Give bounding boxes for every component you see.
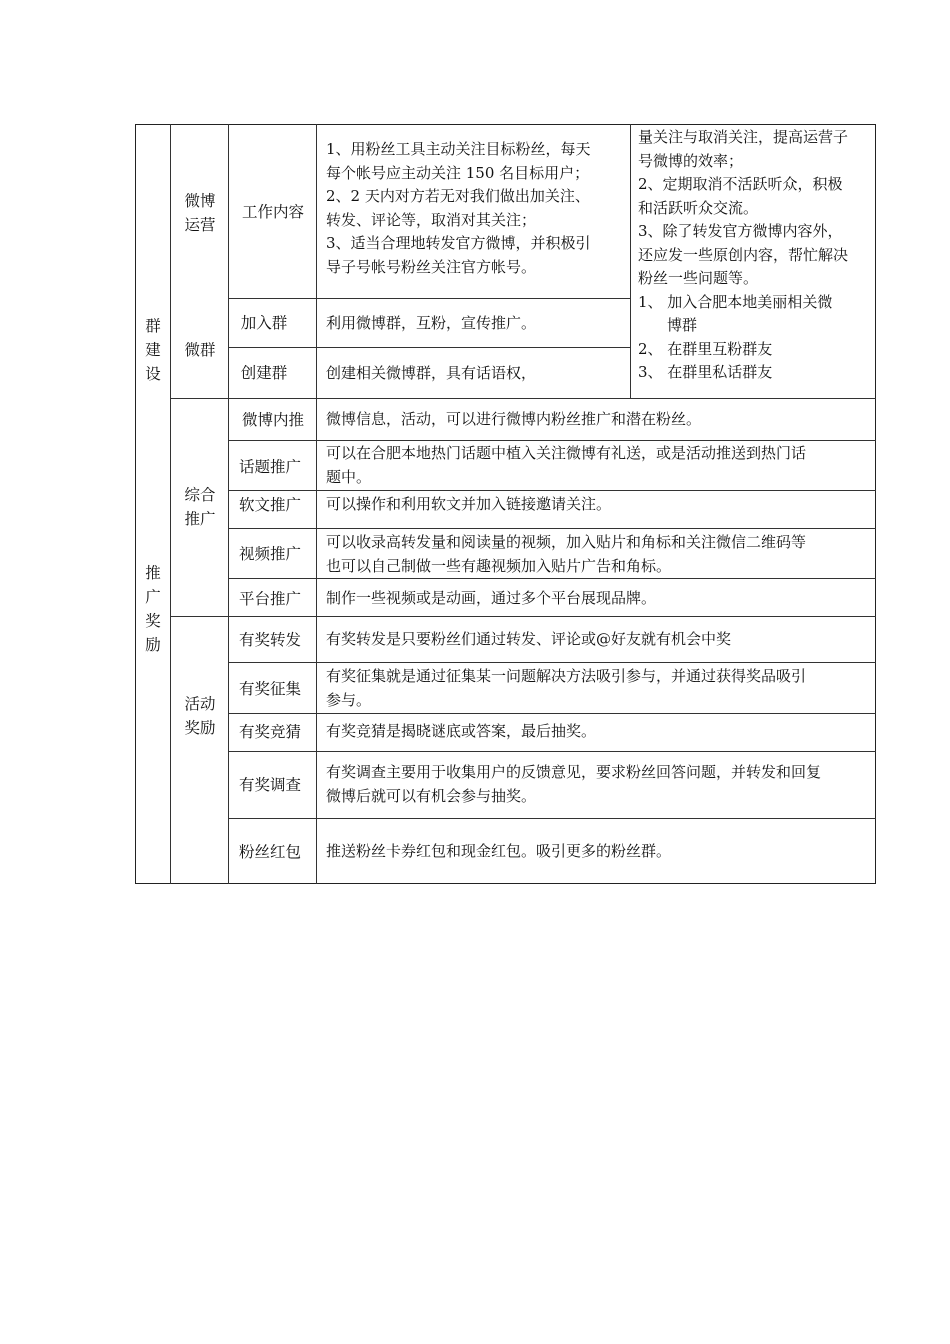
grid-line — [228, 490, 876, 491]
section-promotion-rewards: 推 广 奖 励 — [145, 564, 161, 654]
video-promo-text — [326, 531, 871, 578]
text-line: 也可以自己制做一些有趣视频加入贴片广告和角标。 — [326, 556, 672, 575]
grid-line — [228, 818, 876, 819]
row-label-softtext-promo: 软文推广 — [238, 496, 301, 514]
subsection-comprehensive-promo: 综合 推广 — [184, 486, 216, 528]
text-line: 转发、评论等，取消对其关注； — [326, 210, 537, 229]
text-line: 2、2 天内对方若无对我们做出加关注、 — [326, 187, 590, 205]
text-line: 微博后就可以有机会参与抽奖。 — [326, 786, 537, 805]
row-label-reward-repost: 有奖转发 — [238, 631, 301, 649]
grid-line — [630, 124, 631, 398]
subsection-activity-rewards: 活动 奖励 — [184, 695, 216, 737]
reward-guess-text: 有奖竞猜是揭晓谜底或答案，最后抽奖。 — [326, 722, 597, 740]
grid-line — [228, 713, 876, 714]
row-label-video-promo: 视频推广 — [238, 545, 301, 563]
section-group-building: 群 建 设 — [145, 317, 161, 383]
text-line: 每个帐号应主动关注 150 名目标用户； — [326, 163, 590, 182]
grid-line — [228, 751, 876, 752]
text-line: 3、 在群里私话群友 — [638, 363, 773, 381]
grid-line — [228, 528, 876, 529]
row-label-topic-promo: 话题推广 — [238, 458, 301, 476]
text-line: 粉丝一些问题等。 — [638, 269, 759, 287]
text-line: 可以收录高转发量和阅读量的视频，加入贴片和角标和关注微信二维码等 — [326, 533, 807, 551]
weibo-internal-text: 微博信息，活动，可以进行微博内粉丝推广和潜在粉丝。 — [326, 410, 702, 428]
text-line: 和活跃听众交流。 — [638, 198, 759, 217]
subsection-weiqun: 微群 — [184, 341, 216, 359]
text-line: 还应发一些原创内容，帮忙解决 — [638, 245, 849, 264]
join-group-text: 利用微博群，互粉，宣传推广。 — [326, 314, 537, 332]
topic-promo-text — [326, 442, 871, 489]
softtext-promo-text: 可以操作和利用软文并加入链接邀请关注。 — [326, 495, 612, 513]
text-line: 博群 — [667, 316, 698, 334]
text-line: 3、除了转发官方微博内容外， — [638, 222, 843, 240]
grid-line — [228, 440, 876, 441]
text-line: 导子号帐号粉丝关注官方帐号。 — [326, 257, 537, 276]
create-group-text: 创建相关微博群，具有话语权， — [326, 364, 537, 382]
text-line: 有奖征集就是通过征集某一问题解决方法吸引参与，并通过获得奖品吸引 — [326, 667, 807, 685]
text-line: 1、 加入合肥本地美丽相关微 — [638, 292, 833, 311]
reward-repost-text: 有奖转发是只要粉丝们通过转发、评论或@好友就有机会中奖 — [326, 630, 732, 648]
platform-promo-text: 制作一些视频或是动画，通过多个平台展现品牌。 — [326, 589, 657, 607]
row-label-reward-guess: 有奖竞猜 — [238, 723, 301, 741]
side-notes-text — [638, 126, 874, 385]
row-label-work-content: 工作内容 — [241, 203, 304, 221]
row-label-platform-promo: 平台推广 — [238, 590, 301, 608]
grid-line — [228, 298, 630, 299]
text-line: 2、 在群里互粉群友 — [638, 339, 773, 358]
text-line: 有奖调查主要用于收集用户的反馈意见，要求粉丝回答问题，并转发和回复 — [326, 763, 822, 781]
reward-collect-text — [326, 665, 871, 712]
text-line: 3、适当合理地转发官方微博，并积极引 — [326, 234, 591, 252]
text-line: 参与。 — [326, 690, 372, 709]
grid-line — [228, 662, 876, 663]
text-line: 可以在合肥本地热门话题中植入关注微博有礼送，或是活动推送到热门话 — [326, 444, 807, 462]
row-label-weibo-internal: 微博内推 — [241, 411, 304, 429]
work-content-text — [326, 138, 626, 279]
fan-redpacket-text: 推送粉丝卡券红包和现金红包。吸引更多的粉丝群。 — [326, 842, 672, 860]
text-line: 号微博的效率； — [638, 151, 744, 170]
reward-survey-text — [326, 761, 871, 808]
subsection-weibo-ops: 微博 运营 — [184, 192, 216, 234]
row-label-join-group: 加入群 — [240, 314, 288, 332]
grid-line — [228, 578, 876, 579]
grid-line — [228, 347, 630, 348]
grid-line — [170, 616, 876, 617]
text-line: 量关注与取消关注，提高运营子 — [638, 128, 849, 146]
row-label-reward-survey: 有奖调查 — [238, 776, 301, 794]
text-line: 2、定期取消不活跃听众，积极 — [638, 175, 843, 193]
text-line: 题中。 — [326, 467, 372, 486]
row-label-fan-redpacket: 粉丝红包 — [238, 843, 301, 861]
grid-line — [170, 398, 876, 399]
grid-line — [316, 124, 317, 884]
row-label-reward-collect: 有奖征集 — [238, 680, 301, 698]
text-line: 1、用粉丝工具主动关注目标粉丝，每天 — [326, 140, 591, 158]
row-label-create-group: 创建群 — [240, 364, 288, 382]
